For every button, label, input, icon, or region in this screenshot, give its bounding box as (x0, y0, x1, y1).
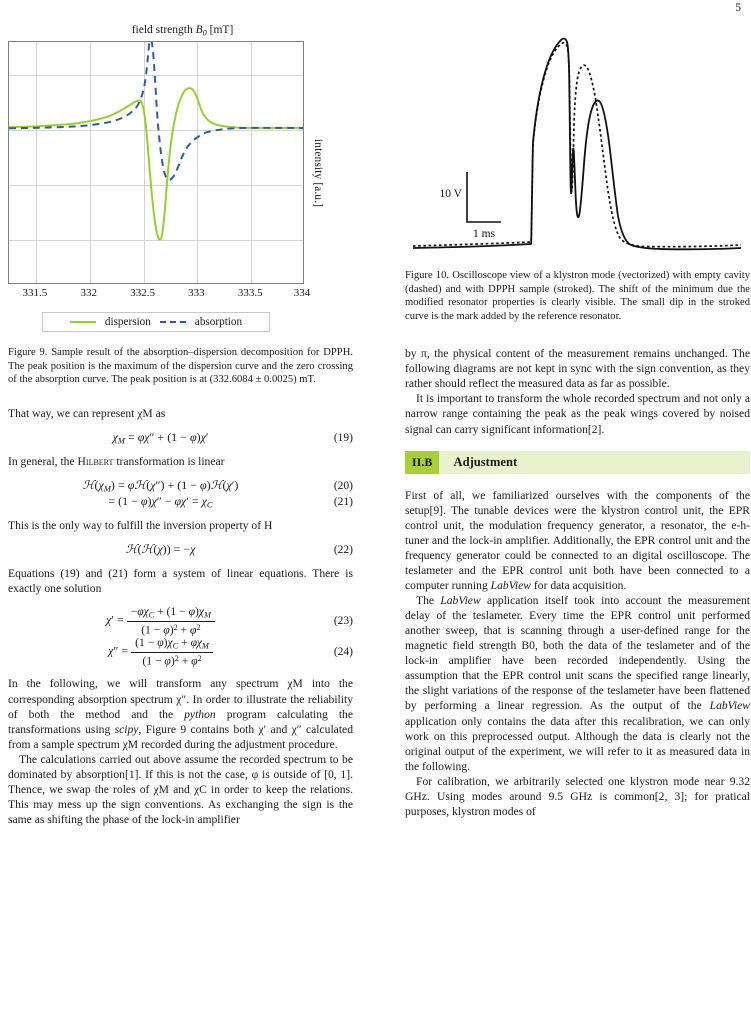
labview-term: LabView (490, 578, 532, 592)
chart-title-unit: [mT] (206, 24, 234, 36)
section-title: Adjustment (453, 454, 518, 469)
oscilloscope-trace (405, 24, 750, 269)
series-dispersion (9, 88, 303, 239)
chart-legend (42, 312, 270, 332)
equation-19 (8, 430, 353, 445)
figure-9-plot-wrapper (8, 41, 353, 305)
figure-10 (405, 24, 750, 269)
equation-21 (8, 494, 353, 509)
legend-swatch-dispersion-icon (70, 321, 96, 323)
labview-term: LabView (709, 699, 750, 713)
left-column (8, 24, 353, 827)
scale-bar-icon (467, 172, 501, 222)
legend-swatch-absorption-icon (160, 321, 186, 323)
chart-x-axis-ticks (8, 287, 311, 305)
equation-19-number: (19) (333, 431, 353, 444)
x-tick-label: 332 (80, 287, 97, 300)
equation-23 (8, 605, 353, 636)
scipy-term: scipy (114, 722, 139, 736)
section-heading-adjustment (405, 451, 750, 474)
paragraph-whole-spectrum: It is important to transform the whole recorded spectrum and not only a narrow range containing the peak as the peak wings covered by noised signal can carry significant information[2]. (405, 392, 750, 436)
x-tick-label: 332.5 (130, 287, 155, 300)
hilbert-name: Hilbert (77, 455, 114, 469)
x-tick-label: 334 (293, 287, 311, 300)
paragraph-linear-system: Equations (19) and (21) form a system of linear equations. There is exactly one solution (8, 567, 353, 596)
series-absorption (9, 42, 303, 180)
equation-20 (8, 478, 353, 493)
x-tick-label: 333.5 (237, 287, 263, 300)
paragraph-inversion-property: This is the only way to fulfill the inversion property of H (8, 519, 273, 533)
equation-21-number: (21) (333, 495, 353, 508)
paragraph-labview-application: The LabView application itself took into account the measurement delay of the teslameter. Every time the EPR control unit performed another sweep, that is scanning through a user-defined range for the magnetic field strength B0, both the data of the teslameter and of the lock-in amplifier have been recorded independently. Using the assumption that the EPR control unit scans the specified range linearly, the slight variations of the response of the teslameter have been flattened by performing a linear regression. As the output of the LabView application only contains the data after this recalibration, we can only work on this preprocessed output. Although the data is clearly not the original output of the experiment, we will refer to it as measured data in the following. (405, 594, 750, 773)
figure-9-title (8, 24, 353, 37)
page-number: 5 (735, 2, 741, 14)
x-tick-label: 331.5 (22, 287, 48, 300)
chart-title-prefix: field strength (131, 24, 196, 36)
x-tick-label: 333 (188, 287, 205, 300)
section-number-badge: II.B (405, 451, 439, 474)
equation-22 (8, 542, 353, 557)
right-column (405, 24, 750, 827)
equation-22-number: (22) (333, 543, 353, 556)
legend-label-dispersion: dispersion (104, 316, 151, 329)
two-column-layout (0, 24, 751, 827)
paragraph-hilbert-linear: In general, the Hilbert transformation is linear (8, 455, 225, 469)
chart-curves (9, 42, 303, 283)
scale-time-label: 1 ms (472, 228, 496, 240)
legend-label-absorption: absorption (194, 316, 243, 329)
chart-y-axis-label: intensity [a.u.] (312, 139, 324, 208)
figure-9-caption: Figure 9. Sample result of the absorption–dispersion decomposition for DPPH. The peak position is the maximum of the dispersion curve and the zero crossing of the absorption curve. The peak position is at (332.6084 ± 0.0025) mT. (8, 347, 353, 386)
trace-dpph-sample (413, 38, 741, 249)
paragraph-absorption-dominated: The calculations carried out above assume the recorded spectrum to be dominated by absorption[1]. If this is not the case, φ is outside of [0, 1]. Thence, we swap the roles of χM and χC in order to keep the relations. This may mess up the sign conventions. As exchanging the sign is the same as shifting the phase of the lock-in amplifier (8, 752, 353, 827)
equation-20-number: (20) (333, 480, 353, 493)
paragraph-transform-spectrum: In the following, we will transform any spectrum χM into the corresponding absorption spectrum χ″. In order to illustrate the reliability of both the method and the python program calculating the transformations using scipy, Figure 9 contains both χ′ and χ″ calculated from a sample spectrum χM recorded during the adjustment procedure. (8, 677, 353, 751)
equation-23-number: (23) (333, 614, 353, 627)
figure-9 (8, 24, 353, 332)
equation-24-body: χ″ = $\frac{(1 - \varphi)\chi_C + \varphi\chi_M}{(1 - \varphi)^2 + \varphi^2}$ (8, 636, 313, 667)
equation-19-body: $\chi_M = \varphi\chi'' + (1 - \varphi)\chi'$ (112, 430, 209, 446)
equation-24-number: (24) (333, 645, 353, 658)
chart-title-symbol: B (195, 24, 203, 36)
scale-voltage-label: 10 V (439, 188, 462, 200)
paragraph-chi-representation: That way, we can represent χM as (8, 406, 166, 420)
chart-title-symbol-sub: 0 (202, 28, 207, 38)
python-term: python (184, 707, 216, 721)
chart-plot-area (8, 41, 304, 284)
paragraph-calibration: For calibration, we arbitrarily selected one klystron mode near 9.32 GHz. Using modes around 9.5 GHz is common[2, 3]; for pratical purposes, klystron modes of (405, 774, 750, 818)
labview-term: LabView (440, 594, 481, 607)
equation-20-body: $ℋ(\chi_M)$ = φℋ(χ″) + (1 − φ)ℋ(χ′) (82, 478, 239, 494)
equation-21-body: = $(1 - \varphi)\chi'' - \varphi\chi' = \chi_C$ (108, 493, 213, 510)
paragraph-phase-shift: by π, the physical content of the measurement remains unchanged. The following diagrams are not kept in sync with the sign convention, as they rather should reflect the measured data as far as possible. (405, 347, 750, 391)
figure-10-caption: Figure 10. Oscilloscope view of a klystron mode (vectorized) with empty cavity (dashed) and with DPPH sample (stroked). The shift of the minimum due the modified resonator properties is clearly visible. The small dip in the stroked curve is the mark added by the reference resonator. (405, 270, 750, 322)
equation-22-body: ℋ(ℋ(χ)) = −χ (125, 542, 196, 557)
paragraph-setup-components: First of all, we familiarized ourselves with the components of the setup[9]. The tunable devices were the klystron control unit, the EPR control unit, the modulation frequency generator, a resonator, the e-h-tuner and the lock-in amplifier. Additionally, the EPR control unit and the frequency generator could be connected to an digital oscilloscope. The teslameter and the EPR control unit both have been connected to a computer running LabView for data acquisition. (405, 488, 750, 592)
equation-23-body: χ′ = $\frac{-\varphi\chi_C + (1 - \varphi)\chi_M}{(1 - \varphi)^2 + \varphi^2}$ (8, 605, 313, 636)
equation-24 (8, 636, 353, 667)
